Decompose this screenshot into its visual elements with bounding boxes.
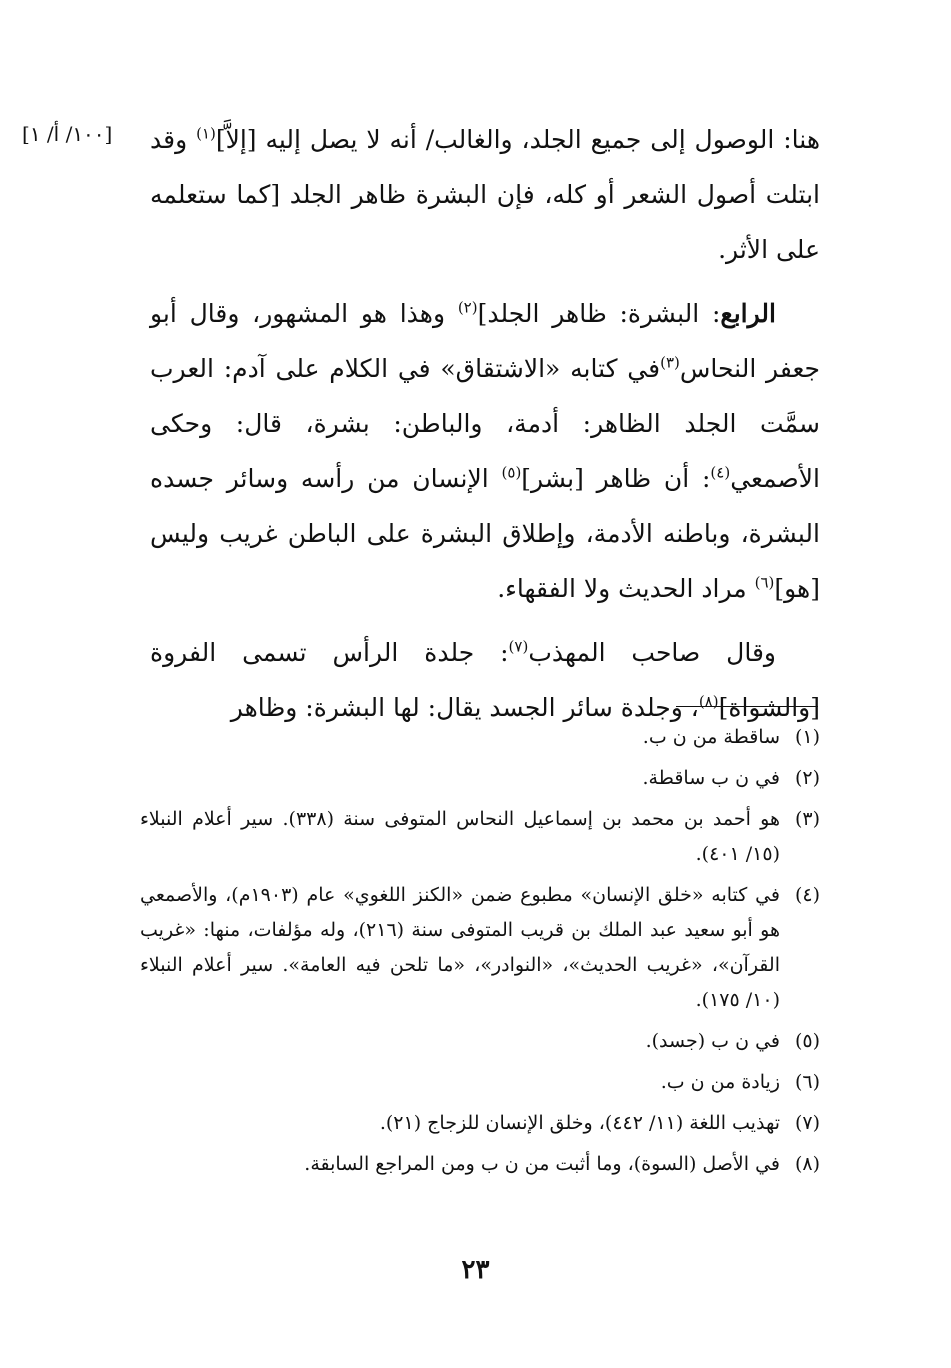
footnote-text: في ن ب ساقطة. [642, 767, 780, 789]
text-run: : أن ظاهر [بشر] [521, 464, 711, 493]
paragraph-2 [150, 286, 820, 616]
footnote-marker[interactable]: (٢) [457, 298, 478, 317]
footnote-number: (٢) [794, 767, 820, 789]
main-text [150, 112, 820, 735]
manuscript-folio-reference: [١٠٠/ أ/ ١] [22, 122, 113, 146]
footnote-marker[interactable]: (٧) [508, 637, 529, 656]
footnote-item [140, 720, 820, 755]
footnote-number: (٦) [794, 1071, 820, 1093]
footnote-item [140, 761, 820, 796]
footnote-marker[interactable]: (٤) [710, 463, 731, 482]
paragraph-lead-word: الرابع [720, 299, 776, 328]
footnote-separator [676, 706, 818, 707]
footnote-text: زيادة من ن ب. [660, 1071, 780, 1093]
footnote-text: هو أحمد بن محمد بن إسماعيل النحاس المتوفى سنة (٣٣٨). سير أعلام النبلاء (١٥/ ٤٠١). [140, 808, 780, 865]
footnote-item [140, 1106, 820, 1141]
footnote-number: (٤) [794, 884, 820, 906]
footnote-text: في الأصل (السوة)، وما أثبت من ن ب ومن المراجع السابقة. [304, 1153, 780, 1175]
text-run: : البشرة: ظاهر الجلد] [477, 299, 721, 328]
footnote-marker[interactable]: (٣) [660, 353, 680, 372]
footnote-number: (٥) [794, 1030, 820, 1052]
footnote-number: (١) [794, 726, 820, 748]
text-run: هنا: الوصول إلى جميع الجلد، والغالب/ أنه لا يصل إليه [إلاَّ] [215, 125, 821, 154]
paragraph-1 [150, 112, 820, 277]
text-run: : جلدة الرأس تسمى الفروة [والشواة] [150, 638, 820, 722]
footnote-item [140, 1065, 820, 1100]
footnote-item [140, 878, 820, 1018]
text-run: مراد الحديث ولا الفقهاء. [497, 574, 755, 603]
text-run: وقال صاحب المهذب [528, 638, 776, 667]
footnote-marker[interactable]: (٨) [698, 692, 719, 711]
footnote-number: (٨) [794, 1153, 820, 1175]
paragraph-3 [150, 625, 820, 735]
footnote-item [140, 802, 820, 872]
footnote-text: تهذيب اللغة (١١/ ٤٤٢)، وخلق الإنسان للزجاج (٢١). [379, 1112, 780, 1134]
footnote-text: ساقطة من ن ب. [642, 726, 780, 748]
text-run: وقد ابتلت أصول الشعر أو كله، فإن البشرة ظاهر الجلد [كما ستعلمه على الأثر. [150, 125, 820, 264]
page-number: ٢٣ [461, 1255, 490, 1285]
footnote-text: في كتابه «خلق الإنسان» مطبوع ضمن «الكنز اللغوي» عام (١٩٠٣م)، والأصمعي هو أبو سعيد عبد الملك بن قريب المتوفى سنة (٢١٦)، وله مؤلفات، منها: «غريب القرآن»، «غريب الحديث»، «النوادر»، «ما تلحن فيه العامة». سير أعلام النبلاء (١٠/ ١٧٥). [140, 884, 780, 1011]
footnote-number: (٧) [794, 1112, 820, 1134]
footnote-item [140, 1147, 820, 1182]
footnote-marker[interactable]: (٥) [501, 463, 522, 482]
text-run: في كتابه «الاشتقاق» في الكلام على آدم: العرب سمَّت الجلد الظاهر: أدمة، والباطن: بشرة، قال: وحكى الأصمعي [150, 354, 820, 493]
footnote-marker[interactable]: (١) [196, 124, 216, 143]
footnote-number: (٣) [794, 808, 820, 830]
footnotes [140, 720, 820, 1188]
footnote-item [140, 1024, 820, 1059]
text-run: وهذا هو المشهور، وقال أبو جعفر النحاس [150, 299, 820, 383]
footnote-marker[interactable]: (٦) [754, 573, 775, 592]
text-run: ، وجلدة سائر الجسد يقال: لها البشرة: وظاهر [230, 693, 699, 722]
text-run: الإنسان من رأسه وسائر جسده البشرة، وباطنه الأدمة، وإطلاق البشرة على الباطن غريب وليس [هو] [150, 464, 820, 603]
footnote-text: في ن ب (جسد). [645, 1030, 780, 1052]
